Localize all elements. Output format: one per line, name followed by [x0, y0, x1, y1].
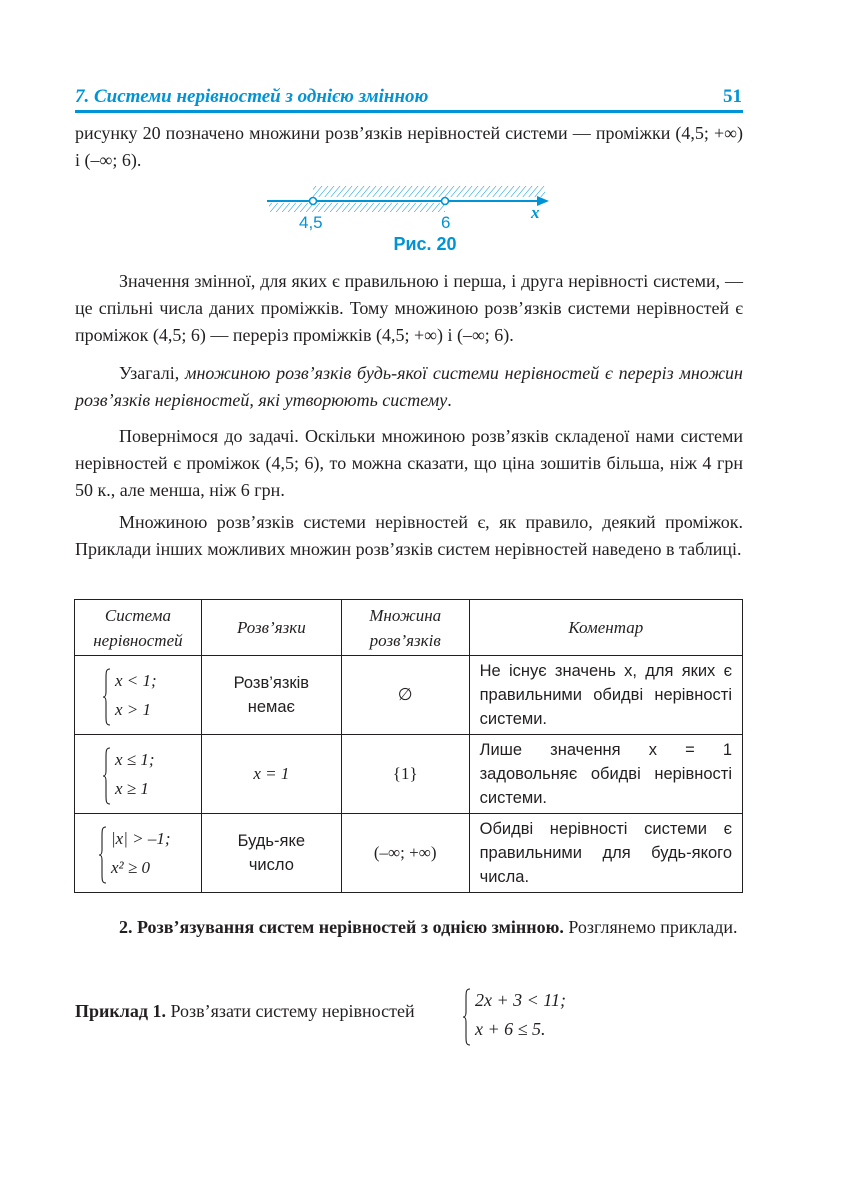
header-rule [75, 110, 743, 113]
paragraph-2: Значення змінної, для яких є правильною і перша, і друга нерівності системи, — це спільні числа даних проміжків. Тому множиною розв’язків системи нерівностей є проміжок (4,5; 6) — переріз проміжків (4,5; +∞) і (–∞; 6). [75, 271, 743, 345]
page-number: 51 [723, 86, 742, 107]
cell-solution-set: {1} [341, 735, 469, 814]
section-title: 2. Розв’язування систем нерівностей з однією змінною. [119, 917, 564, 937]
cell-system [75, 735, 202, 814]
paragraph-3-end: . [447, 390, 452, 410]
brace-icon [99, 826, 107, 884]
figure-caption: Рис. 20 [393, 234, 457, 254]
section-heading-paragraph [75, 914, 743, 941]
cell-comment: Не існує значень x, для яких є правильними обидві нерівності системи. [469, 656, 742, 735]
system-of-inequalities [103, 666, 195, 724]
example-line-2: x + 6 ≤ 5. [475, 1019, 546, 1039]
header-comment: Коментар [469, 600, 742, 656]
chapter-title: 7. Системи нерівностей з однією змінною [75, 86, 429, 107]
table-header-row [75, 600, 743, 656]
cell-solutions: Будь-яке число [201, 814, 341, 893]
hatch-lower [269, 203, 445, 212]
point-4-5 [310, 198, 317, 205]
brace-icon [463, 988, 471, 1046]
cell-system [75, 814, 202, 893]
system-line-2: x > 1 [115, 700, 152, 719]
axis-label-x: x [531, 203, 540, 222]
brace-icon [103, 668, 111, 726]
point-6 [442, 198, 449, 205]
number-line-svg [265, 182, 555, 238]
system-line-1: |x| > –1; [111, 829, 171, 848]
header-solutions: Розв’язки [201, 600, 341, 656]
cell-solution-set: (–∞; +∞) [341, 814, 469, 893]
cell-comment: Обидві нерівності системи є правильними для будь-якого числа. [469, 814, 742, 893]
system-line-1: x < 1; [115, 671, 157, 690]
label-4-5: 4,5 [299, 213, 323, 232]
system-line-1: x ≤ 1; [115, 750, 155, 769]
figure-number-line [265, 182, 555, 238]
header-system: Система нерівностей [75, 600, 202, 656]
paragraph-3-start: Узагалі, [119, 363, 186, 383]
system-line-2: x² ≥ 0 [111, 858, 150, 877]
example-text: Розв’язати систему нерівностей [165, 1001, 415, 1021]
system-line-2: x ≥ 1 [115, 779, 149, 798]
hatch-upper [313, 186, 545, 197]
example-1 [75, 998, 415, 1025]
cell-system [75, 656, 202, 735]
brace-icon [103, 747, 111, 805]
paragraph-3-italic: множиною розв’язків будь-якої системи нерівностей є переріз множин розв’язків нерівностей, які утворюють систему [75, 363, 743, 410]
paragraph-4: Повернімося до задачі. Оскільки множиною розв’язків складеної нами системи нерівностей є проміжок (4,5; 6), то можна сказати, що ціна зошитів більша, ніж 4 грн 50 к., але менша, ніж 6 грн. [75, 426, 743, 500]
header-solution-set: Множина розв’язків [341, 600, 469, 656]
paragraph-1: рисунку 20 позначено множини розв’язків нерівностей системи — проміжки (4,5; +∞) і (–∞; 6). [75, 123, 743, 170]
paragraph-5: Множиною розв’язків системи нерівностей є, як правило, деякий проміжок. Приклади інших можливих множин розв’язків систем нерівностей наведено в таблиці. [75, 512, 743, 559]
system-of-inequalities [103, 745, 195, 803]
table-row [75, 814, 743, 893]
table-row [75, 735, 743, 814]
table-row [75, 656, 743, 735]
example-system [463, 986, 566, 1044]
cell-comment: Лише значення x = 1 задовольняє обидві нерівності системи. [469, 735, 742, 814]
cell-solutions: x = 1 [201, 735, 341, 814]
paragraph-3 [75, 360, 743, 414]
example-label: Приклад 1. [75, 1001, 166, 1021]
section-intro: Розглянемо приклади. [563, 917, 738, 937]
cell-solution-set: ∅ [341, 656, 469, 735]
solutions-table [74, 599, 743, 893]
label-6: 6 [441, 213, 451, 232]
cell-solutions: Розв’язків немає [201, 656, 341, 735]
example-system-wrap [463, 986, 566, 1044]
system-of-inequalities [99, 824, 195, 882]
example-line-1: 2x + 3 < 11; [475, 990, 566, 1010]
